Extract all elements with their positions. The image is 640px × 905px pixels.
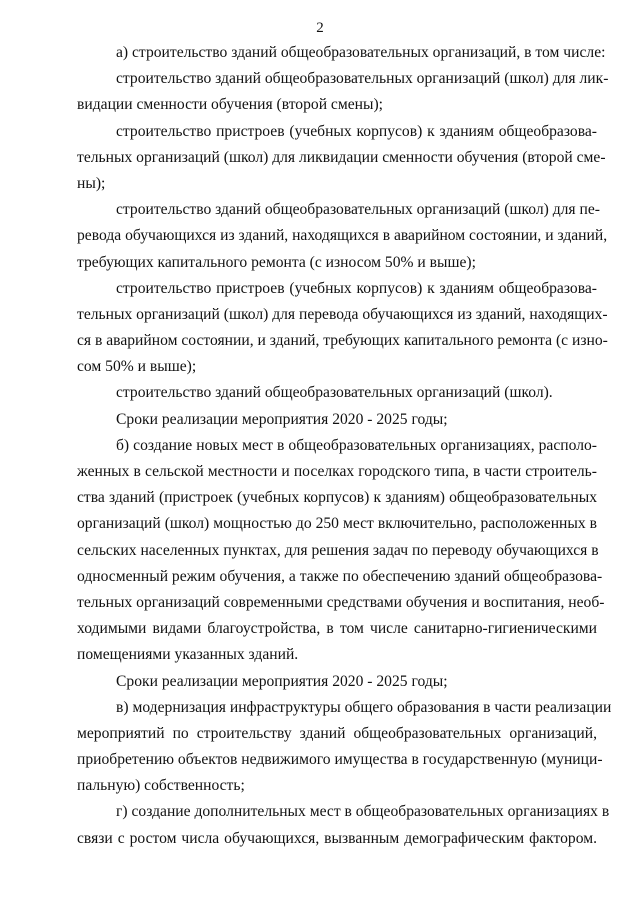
text-line: требующих капитального ремонта (с износом 50% и выше);	[77, 253, 476, 271]
text-line: строительство зданий общеобразовательных организаций (школ) для пе-	[116, 201, 600, 219]
text-line: сельских населенных пунктах, для решения задач по переводу обучающихся в	[77, 541, 599, 559]
text-line: строительство пристроев (учебных корпусов) к зданиям общеобразова-	[116, 122, 597, 140]
text-line: Сроки реализации мероприятия 2020 - 2025 годы;	[116, 672, 448, 690]
text-line: мероприятий по строительству зданий общеобразовательных организаций,	[77, 724, 597, 742]
text-line: строительство зданий общеобразовательных организаций (школ).	[116, 384, 553, 402]
text-line: а) строительство зданий общеобразовательных организаций, в том числе:	[116, 44, 606, 61]
text-line: ся в аварийном состоянии, и зданий, требующих капитального ремонта (с изно-	[77, 332, 608, 350]
text-line: ревода обучающихся из зданий, находящихся в аварийном состоянии, и зданий,	[77, 227, 608, 245]
text-line: тельных организаций (школ) для перевода обучающихся из зданий, находящих-	[77, 305, 608, 323]
page-number: 2	[316, 20, 324, 36]
text-line: односменный режим обучения, а также по обеспечению зданий общеобразова-	[77, 567, 603, 585]
text-line: сом 50% и выше);	[77, 358, 197, 376]
text-line: организаций (школ) мощностью до 250 мест включительно, расположенных в	[77, 515, 597, 533]
text-line: строительство зданий общеобразовательных организаций (школ) для лик-	[116, 70, 609, 88]
text-line: б) создание новых мест в общеобразовательных организациях, располо-	[116, 436, 597, 454]
text-line: Сроки реализации мероприятия 2020 - 2025 годы;	[116, 410, 448, 428]
text-line: в) модернизация инфраструктуры общего образования в части реализации	[116, 698, 612, 716]
text-line: г) создание дополнительных мест в общеобразовательных организациях в	[116, 803, 610, 821]
text-line: пальную) собственность;	[77, 777, 245, 795]
text-line: связи с ростом числа обучающихся, вызванным демографическим фактором.	[77, 829, 597, 847]
document-body	[77, 40, 612, 852]
text-line: приобретению объектов недвижимого имущества в государственную (муници-	[77, 751, 603, 769]
text-line: помещениями указанных зданий.	[77, 646, 299, 664]
text-line: тельных организаций (школ) для ликвидации сменности обучения (второй сме-	[77, 148, 606, 166]
text-line: ства зданий (пристроек (учебных корпусов) к зданиям) общеобразовательных	[77, 489, 597, 507]
text-line: видации сменности обучения (второй смены);	[77, 96, 383, 114]
text-line: женных в сельской местности и поселках городского типа, в части строитель-	[77, 463, 597, 480]
text-line: ны);	[77, 174, 106, 192]
text-line: тельных организаций современными средствами обучения и воспитания, необ-	[77, 593, 605, 611]
text-line: строительство пристроев (учебных корпусов) к зданиям общеобразова-	[116, 279, 597, 297]
text-line: ходимыми видами благоустройства, в том числе санитарно-гигиеническими	[77, 620, 597, 638]
